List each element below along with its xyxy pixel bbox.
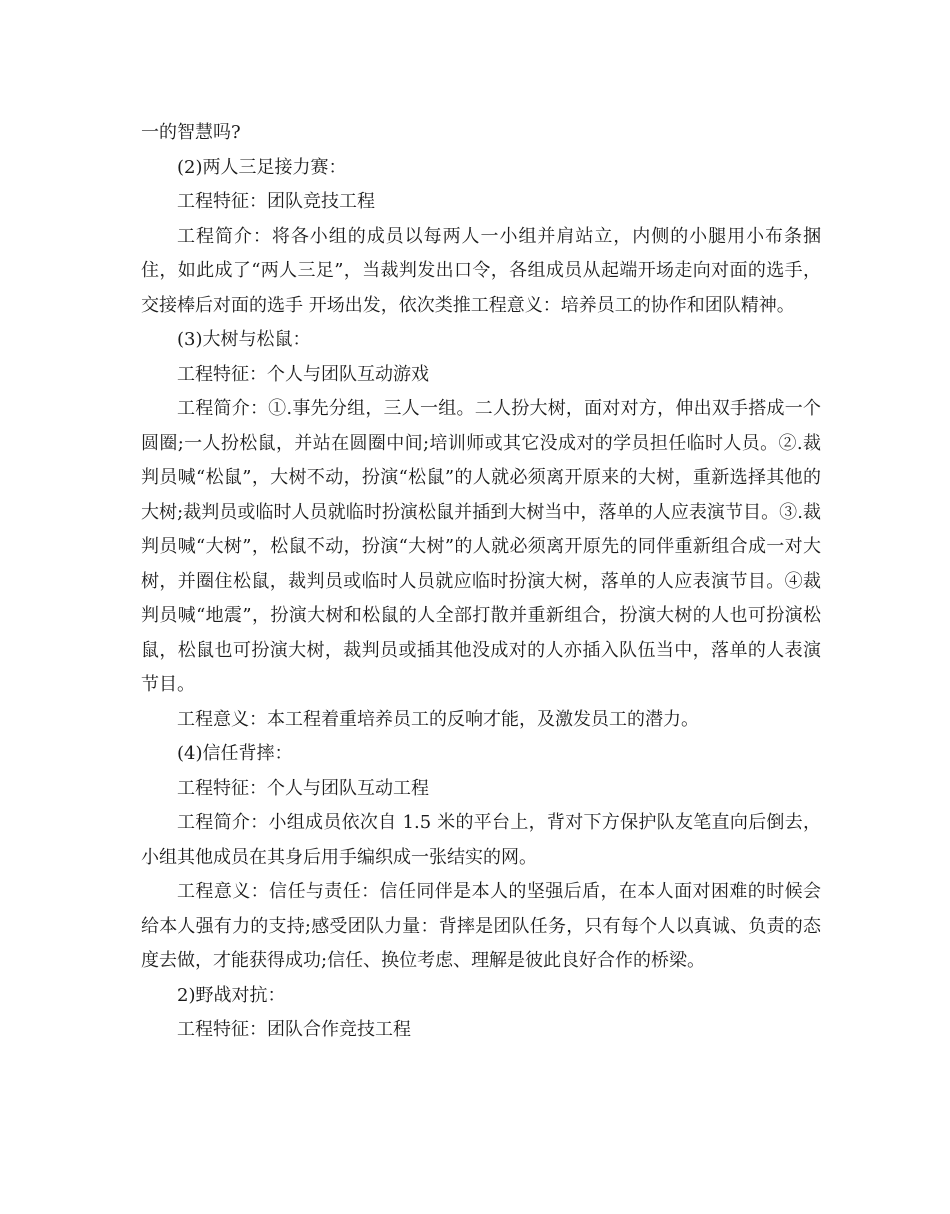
paragraph-continuation: 一的智慧吗? bbox=[141, 122, 241, 143]
paragraph-intro: 工程简介：①.事先分组，三人一组。二人扮大树，面对对方，伸出双手搭成一个圆圈;一人扮松鼠，并站在圆圈中间;培训师或其它没成对的学员担任临时人员。②.裁判员喊“松鼠”，大树不动，扮演“松鼠”的人就必须离开原来的大树，重新选择其他的大树;裁判员或临时人员就临时扮演松鼠并插到大树当中，落单的人应表演节目。③.裁判员喊“大树”，松鼠不动，扮演“大树”的人就必须离开原先的同伴重新组合成一对大树，并圈住松鼠，裁判员或临时人员就应临时扮演大树，落单的人应表演节目。④裁判员喊“地震”，扮演大树和松鼠的人全部打散并重新组合，扮演大树的人也可扮演松鼠，松鼠也可扮演大树，裁判员或插其他没成对的人亦插入队伍当中，落单的人表演节目。 bbox=[141, 398, 821, 695]
paragraph-intro: 工程简介：将各小组的成员以每两人一小组并肩站立，内侧的小腿用小布条捆住，如此成了“两人三足”，当裁判发出口令，各组成员从起端开场走向对面的选手，交接棒后对面的选手 开场出发，依次类推工程意义：培养员工的协作和团队精神。 bbox=[141, 225, 821, 316]
section-heading-tree-squirrel: (3)大树与松鼠： bbox=[177, 329, 311, 350]
section-heading-field-combat: 2)野战对抗： bbox=[177, 984, 286, 1006]
paragraph-intro: 工程简介：小组成员依次自 1.5 米的平台上，背对下方保护队友笔直向后倒去，小组其他成员在其身后用手编织成一张结实的网。 bbox=[141, 812, 821, 868]
paragraph-meaning: 工程意义：信任与责任：信任同伴是本人的坚强后盾，在本人面对困难的时候会给本人强有力的支持;感受团队力量：背摔是团队任务，只有每个人以真诚、负责的态度去做，才能获得成功;信任、换位考虑、理解是彼此良好合作的桥梁。 bbox=[141, 881, 821, 971]
paragraph-feature: 工程特征：团队竞技工程 bbox=[177, 191, 375, 212]
paragraph-meaning: 工程意义：本工程着重培养员工的反响才能，及激发员工的潜力。 bbox=[177, 708, 699, 730]
section-heading-two-person-three-legged: (2)两人三足接力赛： bbox=[177, 156, 347, 178]
paragraph-feature: 工程特征：团队合作竞技工程 bbox=[177, 1019, 411, 1040]
document-body bbox=[141, 116, 821, 1048]
paragraph-feature: 工程特征：个人与团队互动游戏 bbox=[177, 363, 429, 385]
section-heading-trust-fall: (4)信任背摔： bbox=[177, 743, 293, 764]
paragraph-feature: 工程特征：个人与团队互动工程 bbox=[177, 777, 429, 799]
